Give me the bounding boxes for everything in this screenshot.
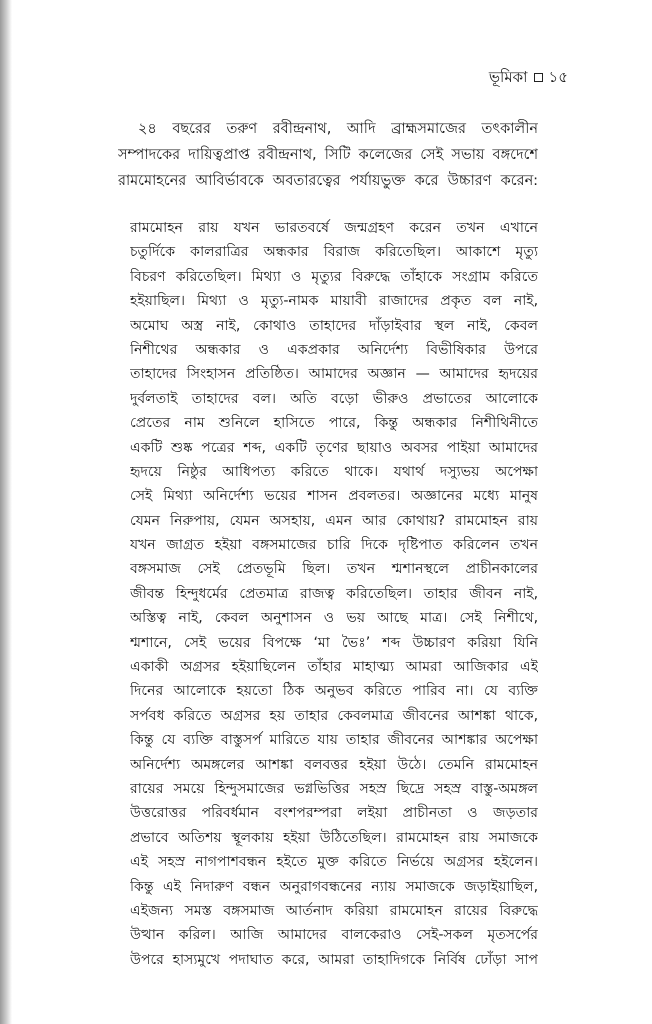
section-title: ভূমিকা <box>488 68 528 86</box>
quote-line: কিন্তু যে ব্যক্তি বাস্তুসর্প মারিতে যায় তাহার জীবনের আশঙ্কার অপেক্ষা <box>130 732 538 749</box>
quote-line: কিন্তু এই নিদারুণ বন্ধন অনুরাগবন্ধনের ন্যায় সমাজকে জড়াইয়াছিল, <box>130 878 538 895</box>
quote-line: উত্তরোত্তর পরিবর্ধমান বংশপরম্পরা লইয়া প্রাচীনতা ও জড়তার <box>130 805 538 822</box>
quote-line: হৃদয়ে নিষ্ঠুর আধিপত্য করিতে থাকে। যথার্থ দস্যুভয় অপেক্ষা <box>130 463 538 480</box>
quote-line: প্রেতের নাম শুনিলে হাসিতে পারে, কিন্তু অন্ধকার নিশীথিনীতে <box>130 415 538 432</box>
text-line: সম্পাদকের দায়িত্বপ্রাপ্ত রবীন্দ্রনাথ, সিটি কলেজের সেই সভায় বঙ্গদেশে <box>118 146 538 163</box>
quote-line: সেই মিথ্যা অনির্দেশ্য ভয়ের শাসন প্রবলতর। অজ্ঞানের মধ্যে মানুষ <box>130 488 538 505</box>
quote-line: শ্মশানে, সেই ভয়ের বিপক্ষে ‘মা ভৈঃ’ শব্দ উচ্চারণ করিয়া যিনি <box>130 634 538 651</box>
quote-line: এইজন্য সমস্ত বঙ্গসমাজ আর্তনাদ করিয়া রামমোহন রায়ের বিরুদ্ধে <box>130 902 538 919</box>
quote-line: জীবন্ত হিন্দুধর্মের প্রেতমাত্র রাজত্ব করিতেছিল। তাহার জীবন নাই, <box>130 585 538 602</box>
quote-line: রামমোহন রায় যখন ভারতবর্ষে জন্মগ্রহণ করেন তখন এখানে <box>130 220 538 236</box>
quote-line: নিশীথের অন্ধকার ও একপ্রকার অনির্দেশ্য বিভীষিকার উপরে <box>130 341 538 358</box>
quote-line: হইয়াছিল। মিথ্যা ও মৃত্যু-নামক মায়াবী রাজাদের প্রকৃত বল নাই, <box>130 293 538 310</box>
quote-line: যেমন নিরুপায়, যেমন অসহায়, এমন আর কোথায়? রামমোহন রায় <box>130 512 538 529</box>
square-separator-icon <box>534 73 543 82</box>
quote-line: দুর্বলতাই তাহাদের বল। অতি বড়ো ভীরুও প্রভাতের আলোকে <box>130 390 538 407</box>
quote-line: চতুর্দিকে কালরাত্রির অন্ধকার বিরাজ করিতেছিল। আকাশে মৃত্যু <box>130 244 538 261</box>
page-number: ১৫ <box>548 68 568 86</box>
block-quote <box>130 216 538 972</box>
quote-line: বঙ্গসমাজ সেই প্রেতভূমি ছিল। তখন শ্মশানস্থলে প্রাচীনকালের <box>130 561 538 578</box>
quote-line: এই সহস্র নাগপাশবন্ধন হইতে মুক্ত করিতে নির্ভয়ে অগ্রসর হইলেন। <box>130 854 538 871</box>
quote-line: রায়ের সময়ে হিন্দুসমাজের ভগ্নভিত্তির সহস্র ছিদ্রে সহস্র বাস্তু-অমঙ্গল <box>130 780 538 797</box>
quote-line: দিনের আলোকে হয়তো ঠিক অনুভব করিতে পারিব না। যে ব্যক্তি <box>130 683 538 700</box>
quote-line: উপরে হাস্যমুখে পদাঘাত করে, আমরা তাহাদিগকে নির্বিষ ঢোঁড়া সাপ <box>130 951 538 968</box>
quote-line: বিচরণ করিতেছিল। মিথ্যা ও মৃত্যুর বিরুদ্ধে তাঁহাকে সংগ্রাম করিতে <box>130 268 538 285</box>
quote-line: একাকী অগ্রসর হইয়াছিলেন তাঁহার মাহাত্ম্য আমরা আজিকার এই <box>130 659 538 676</box>
quote-line: অনির্দেশ্য অমঙ্গলের আশঙ্কা বলবত্তর হইয়া উঠে। তেমনি রামমোহন <box>130 756 538 773</box>
page-binding-shadow <box>0 0 12 1024</box>
running-header <box>489 68 568 86</box>
quote-line: উত্থান করিল। আজি আমাদের বালকেরাও সেই-সকল মৃতসর্পের <box>130 927 538 944</box>
text-line: রামমোহনের আবির্ভাবকে অবতারত্বের পর্যায়ভুক্ত করে উচ্চারণ করেন: <box>118 172 538 189</box>
quote-line: তাহাদের সিংহাসন প্রতিষ্ঠিত। আমাদের অজ্ঞান — আমাদের হৃদয়ের <box>130 366 538 383</box>
quote-line: অস্তিত্ব নাই, কেবল অনুশাসন ও ভয় আছে মাত্র। সেই নিশীথে, <box>130 610 538 627</box>
quote-line: যখন জাগ্রত হইয়া বঙ্গসমাজের চারি দিকে দৃষ্টিপাত করিলেন তখন <box>130 537 538 554</box>
quote-line: একটি শুষ্ক পত্রের শব্দ, একটি তৃণের ছায়াও অবসর পাইয়া আমাদের <box>130 439 538 456</box>
quote-line: অমোঘ অস্ত্র নাই, কোথাও তাহাদের দাঁড়াইবার স্থল নাই, কেবল <box>130 317 538 334</box>
quote-line: প্রভাবে অতিশয় স্থূলকায় হইয়া উঠিতেছিল। রামমোহন রায় সমাজকে <box>130 829 538 846</box>
quote-line: সর্পবধ করিতে অগ্রসর হয় তাহার কেবলমাত্র জীবনের আশঙ্কা থাকে, <box>130 707 538 724</box>
text-line: ২৪ বছরের তরুণ রবীন্দ্রনাথ, আদি ব্রাহ্মসমাজের তৎকালীন <box>138 120 538 137</box>
lead-paragraph <box>118 116 538 194</box>
